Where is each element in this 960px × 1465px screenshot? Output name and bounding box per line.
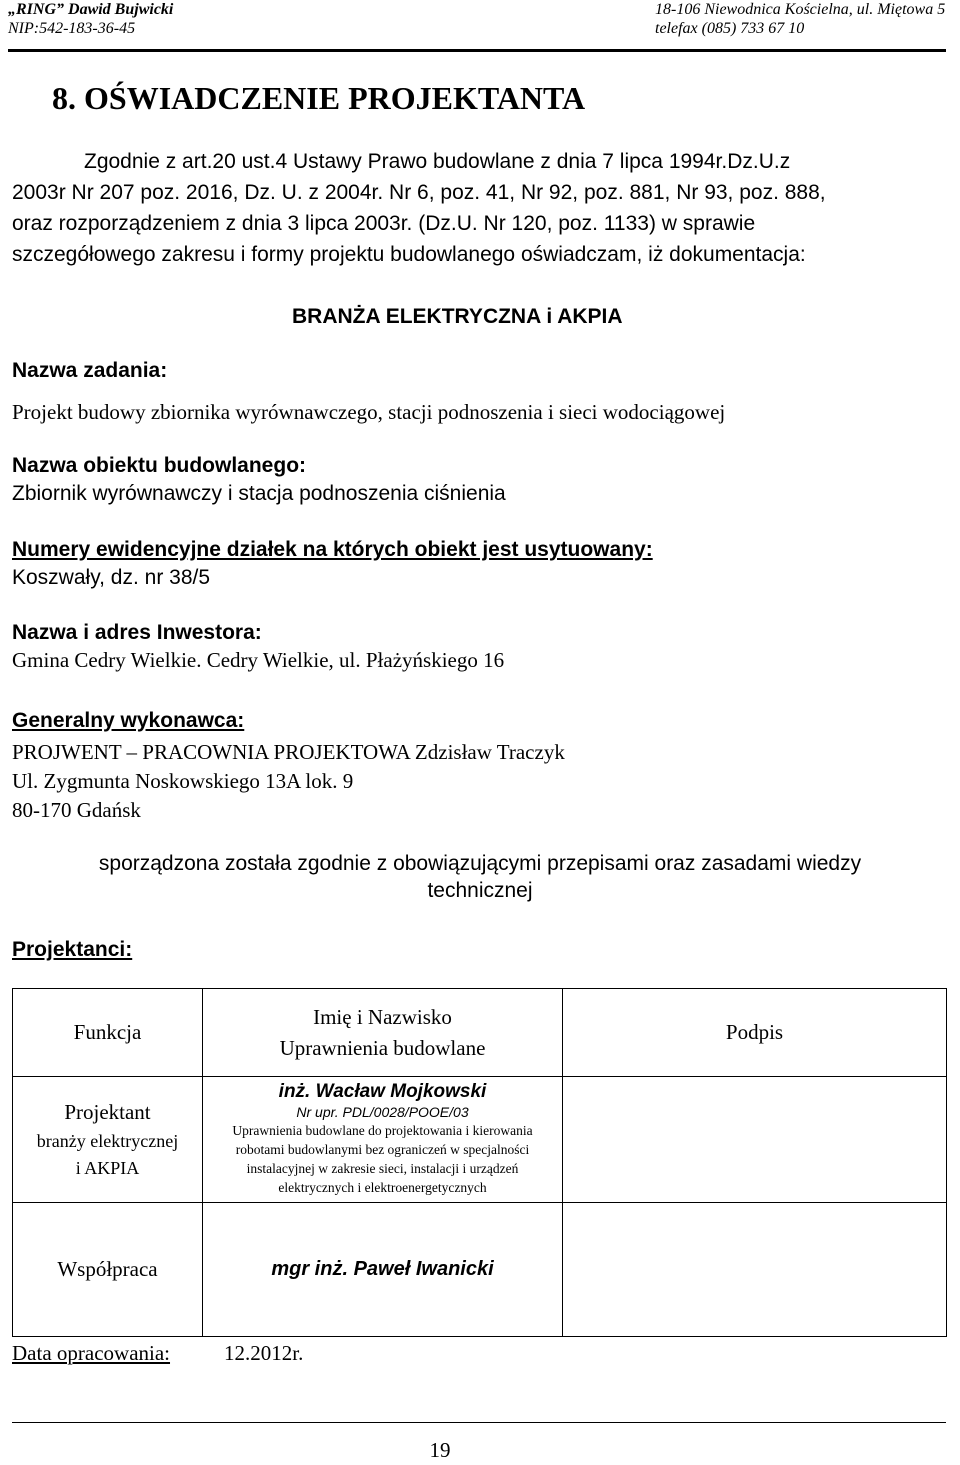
- contractor-line-1: PROJWENT – PRACOWNIA PROJEKTOWA Zdzisław Traczyk: [12, 740, 565, 764]
- investor-label: Nazwa i adres Inwestora:: [12, 621, 262, 644]
- plots-label: Numery ewidencyjne działek na których obiekt jest usytuowany:: [12, 538, 653, 561]
- intro-line-4: szczegółowego zakresu i formy projektu budowlanego oświadczam, iż dokumentacja:: [12, 243, 806, 266]
- contractor-line-2: Ul. Zygmunta Noskowskiego 13A lok. 9: [12, 769, 354, 793]
- header-name-line1: Imię i Nazwisko: [313, 1004, 452, 1029]
- table-row: [13, 1077, 947, 1203]
- conclusion-line-1: sporządzona została zgodnie z obowiązującymi przepisami oraz zasadami wiedzy: [98, 852, 862, 875]
- row2-name-cell: [203, 1203, 563, 1337]
- header-divider: [8, 49, 946, 52]
- row1-function-line3: i AKPIA: [75, 1158, 140, 1178]
- header-name: [203, 989, 563, 1077]
- header-address: 18-106 Niewodnica Kościelna, ul. Miętowa 5: [655, 1, 946, 18]
- object-label: Nazwa obiektu budowlanego:: [12, 454, 307, 477]
- header-company: „RING” Dawid Bujwicki: [8, 1, 174, 18]
- row1-license: Nr upr. PDL/0028/POOE/03: [296, 1104, 469, 1120]
- header-name-line2: Uprawnienia budowlane: [279, 1035, 486, 1060]
- row1-scope-line4: elektrycznych i elektroenergetycznych: [278, 1180, 487, 1195]
- row1-name-cell: [203, 1077, 563, 1203]
- table-header-row: [13, 989, 947, 1077]
- row1-scope-line3: instalacyjnej w zakresie sieci, instalacji i urządzeń: [246, 1161, 519, 1176]
- footer-divider: [12, 1422, 946, 1423]
- row1-name: inż. Wacław Mojkowski: [278, 1081, 487, 1102]
- row2-function: Współpraca: [13, 1203, 203, 1337]
- conclusion-line-2: technicznej: [427, 879, 533, 902]
- page-title: 8. OŚWIADCZENIE PROJEKTANTA: [52, 80, 586, 116]
- row1-scope-line1: Uprawnienia budowlane do projektowania i kierowania: [232, 1123, 533, 1138]
- header-nip: NIP:542-183-36-45: [8, 20, 136, 37]
- table-row: [13, 1203, 947, 1337]
- intro-line-2: 2003r Nr 207 poz. 2016, Dz. U. z 2004r. Nr 6, poz. 41, Nr 92, poz. 881, Nr 93, poz. 888,: [12, 181, 826, 204]
- row1-function: [13, 1077, 203, 1203]
- header-function: Funkcja: [13, 989, 203, 1077]
- contractor-line-3: 80-170 Gdańsk: [12, 798, 141, 822]
- plots-value: Koszwały, dz. nr 38/5: [12, 566, 211, 589]
- date-value: 12.2012r.: [224, 1341, 304, 1365]
- object-value: Zbiornik wyrównawczy i stacja podnoszenia ciśnienia: [12, 482, 506, 505]
- header-signature: Podpis: [563, 989, 947, 1077]
- designers-label: Projektanci:: [12, 938, 133, 961]
- row1-signature: [563, 1077, 947, 1203]
- branch-title: BRANŻA ELEKTRYCZNA i AKPIA: [292, 305, 623, 328]
- investor-value: Gmina Cedry Wielkie. Cedry Wielkie, ul. Płażyńskiego 16: [12, 648, 505, 672]
- intro-line-3: oraz rozporządzeniem z dnia 3 lipca 2003r. (Dz.U. Nr 120, poz. 1133) w sprawie: [12, 212, 756, 235]
- task-label: Nazwa zadania:: [12, 359, 168, 382]
- task-value: Projekt budowy zbiornika wyrównawczego, stacji podnoszenia i sieci wodociągowej: [12, 400, 726, 424]
- date-label: Data opracowania:: [12, 1341, 171, 1365]
- header-phone: telefax (085) 733 67 10: [655, 20, 805, 37]
- row1-function-line2: branży elektrycznej: [36, 1131, 179, 1151]
- intro-line-1: Zgodnie z art.20 ust.4 Ustawy Prawo budowlane z dnia 7 lipca 1994r.Dz.U.z: [84, 150, 791, 173]
- row1-scope-line2: robotami budowlanymi bez ograniczeń w specjalności: [235, 1142, 530, 1157]
- designers-table: [12, 988, 946, 1336]
- row1-function-line1: Projektant: [64, 1100, 151, 1124]
- page-number: 19: [429, 1438, 451, 1462]
- contractor-label: Generalny wykonawca:: [12, 709, 245, 732]
- row2-name: mgr inż. Paweł Iwanicki: [271, 1258, 494, 1280]
- row2-signature: [563, 1203, 947, 1337]
